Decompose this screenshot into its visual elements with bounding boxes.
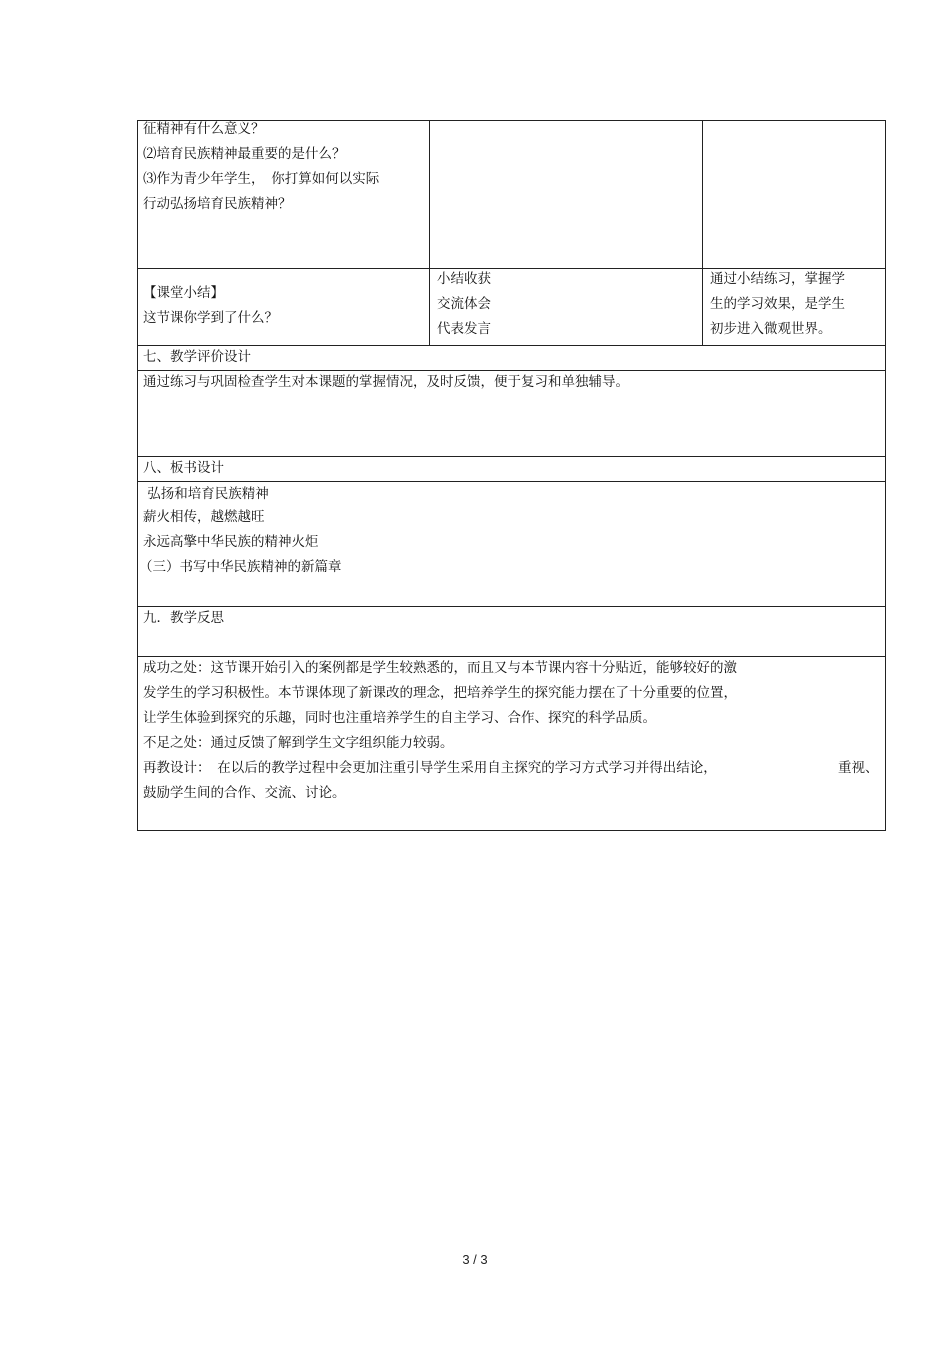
board-line: 薪火相传，越燃越旺: [143, 509, 265, 525]
evaluation-body: 通过练习与巩固检查学生对本课题的掌握情况，及时反馈，便于复习和单独辅导。: [143, 374, 629, 390]
intent-line: 通过小结练习，掌握学: [710, 271, 845, 287]
question-line: ⑶作为青少年学生， 你打算如何以实际: [143, 171, 380, 187]
row-divider: [137, 456, 886, 457]
reflection-line: 再教设计： 在以后的教学过程中会更加注重引导学生采用自主探究的学习方式学习并得出结论，: [143, 760, 717, 776]
reflection-line: 成功之处：这节课开始引入的案例都是学生较熟悉的，而且又与本节课内容十分贴近，能够较好的激: [143, 660, 737, 676]
question-line: ⑵培育民族精神最重要的是什么？: [143, 146, 346, 162]
reflection-line: 让学生体验到探究的乐趣，同时也注重培养学生的自主学习、合作、探究的科学品质。: [143, 710, 656, 726]
board-line: （三）书写中华民族精神的新篇章: [139, 559, 342, 575]
reflection-line: 鼓励学生间的合作、交流、讨论。: [143, 785, 346, 801]
reflection-line: 不足之处：通过反馈了解到学生文字组织能力较弱。: [143, 735, 454, 751]
section-heading-reflection: 九．教学反思: [143, 610, 224, 626]
column-divider-1: [429, 120, 430, 346]
section-heading-evaluation: 七、教学评价设计: [143, 349, 251, 365]
intent-line: 生的学习效果，是学生: [710, 296, 845, 312]
row-divider: [137, 606, 886, 607]
page-number: 3 / 3: [462, 1252, 488, 1267]
question-line: 征精神有什么意义？: [143, 121, 265, 137]
reflection-line: 发学生的学习积极性。本节课体现了新课改的理念，把培养学生的探究能力摆在了十分重要的位置，: [143, 685, 737, 701]
activity-line: 小结收获: [437, 271, 491, 287]
activity-line: 代表发言: [437, 321, 491, 337]
question-line: 行动弘扬培育民族精神？: [143, 196, 292, 212]
intent-line: 初步进入微观世界。: [710, 321, 832, 337]
column-divider-2: [702, 120, 703, 346]
board-line: 弘扬和培育民族精神: [143, 486, 269, 502]
board-line: 永远高擎中华民族的精神火炬: [143, 534, 319, 550]
summary-question: 这节课你学到了什么？: [143, 310, 278, 326]
summary-heading: 【课堂小结】: [143, 285, 224, 301]
reflection-line-tail: 重视、: [838, 760, 879, 776]
section-heading-board: 八、板书设计: [143, 460, 224, 476]
activity-line: 交流体会: [437, 296, 491, 312]
